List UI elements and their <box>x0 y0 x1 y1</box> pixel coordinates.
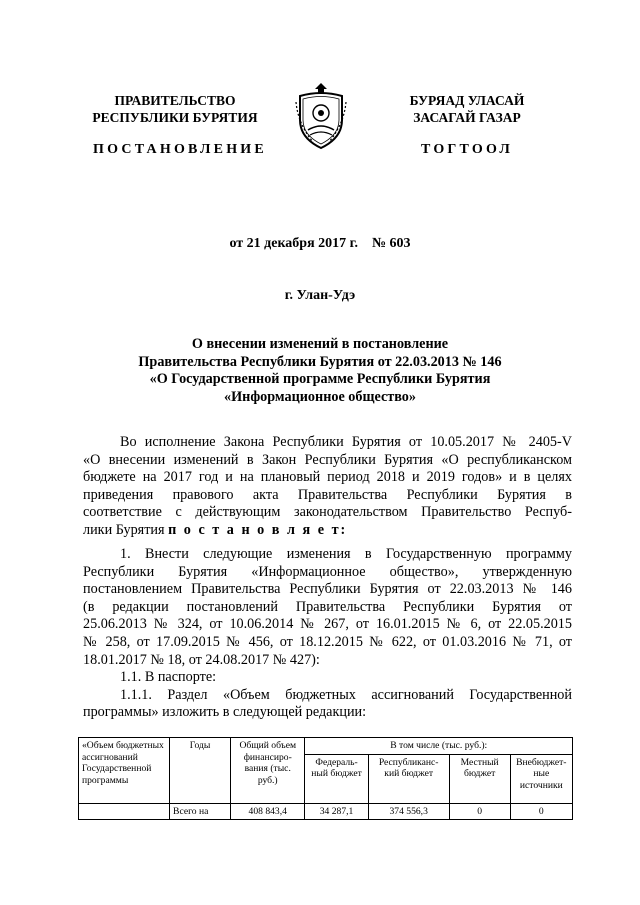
government-name-bua-line2: ЗАСАГАЙ ГАЗАР <box>413 110 521 125</box>
table-cell-local: 0 <box>449 803 510 820</box>
preamble-line: Во исполнение Закона Республики Бурятия от 10.05.2017 № 2405-V <box>120 434 572 450</box>
decree-title <box>0 336 640 406</box>
table-cell-year: Всего на <box>170 803 231 820</box>
item1-sub11-line2: программы» изложить в следующей редакции: <box>83 704 367 721</box>
preamble-line: бюджете на 2017 год и на плановый период 2018 и 2019 годов» и в целях <box>83 469 572 486</box>
table-cell-federal: 34 287,1 <box>305 803 368 820</box>
title-line: Правительства Республики Бурятия от 22.03.2013 № 146 <box>138 353 502 370</box>
header-cell-years: Годы <box>170 738 231 804</box>
table-cell-republic: 374 556,3 <box>368 803 449 820</box>
header-cell-allocations: «Объем бюджетных ассигнований Государственной программы <box>79 738 170 804</box>
preamble-last-text: лики Бурятия <box>83 521 169 538</box>
decree-city: г. Улан-Удэ <box>284 288 356 303</box>
government-name-bua <box>372 92 562 126</box>
header-cell-republic: Республиканс-кий бюджет <box>368 754 449 803</box>
item1-sub11-line1: 1.1.1. Раздел «Объем бюджетных ассигнований Государственной <box>120 686 572 703</box>
item1-line: 1. Внести следующие изменения в Государственную программу <box>120 546 572 562</box>
item1-line: постановлением Правительства Республики Бурятия от 22.03.2013 № 146 <box>83 581 572 598</box>
header-cell-local: Местный бюджет <box>449 754 510 803</box>
table-cell-total: 408 843,4 <box>231 803 305 820</box>
item1-line: № 258, от 17.09.2015 № 456, от 18.12.2015 № 622, от 01.03.2016 № 71, от <box>83 633 572 650</box>
table-header-row <box>79 738 573 755</box>
decree-word: п о с т а н о в л я е т: <box>168 521 348 538</box>
title-line: О внесении изменений в постановление <box>191 336 449 352</box>
header-cell-extra: Внебюджет-ные источники <box>510 754 572 803</box>
header-cell-federal: Федераль-ный бюджет <box>305 754 368 803</box>
item1-line: 25.06.2013 № 324, от 10.06.2014 № 267, от 16.01.2015 № 6, от 22.05.2015 <box>83 616 572 633</box>
preamble-line <box>83 522 572 540</box>
table-cell-empty <box>79 803 170 820</box>
header-cell-group: В том числе (тыс. руб.): <box>305 738 573 755</box>
preamble-line: «О внесении изменений в Закон Республики Бурятия «О республиканском <box>83 451 572 468</box>
doc-type-ru: ПОСТАНОВЛЕНИЕ <box>93 142 267 157</box>
title-line: «О Государственной программе Республики Бурятия <box>149 371 491 387</box>
preamble-paragraph <box>83 434 572 540</box>
item1-line: Республики Бурятия «Информационное общество», утвержденную <box>83 563 572 580</box>
preamble-line: соответствие с действующим законодательством Правительство Респуб- <box>83 504 572 521</box>
item1-paragraph <box>83 546 572 722</box>
government-name-ru-line1: ПРАВИТЕЛЬСТВО <box>114 93 236 108</box>
government-name-bua-line1: БУРЯАД УЛАСАЙ <box>409 93 525 108</box>
government-name-ru <box>80 92 270 126</box>
preamble-line: приведения правового акта Правительства Республики Бурятия в <box>83 486 572 503</box>
doc-type-bua: ТОГТООЛ <box>420 142 514 157</box>
item1-line: 18.01.2017 № 18, от 24.08.2017 № 427): <box>83 651 320 668</box>
table-row <box>79 803 573 820</box>
coat-of-arms-emblem <box>293 80 349 152</box>
title-line: «Информационное общество» <box>224 388 416 405</box>
header-cell-total: Общий объем финансиро-вания (тыс. руб.) <box>231 738 305 804</box>
decree-date-number: от 21 декабря 2017 г. № 603 <box>229 236 411 251</box>
budget-table <box>78 737 573 820</box>
table-cell-extra: 0 <box>510 803 572 820</box>
item1-line: (в редакции постановлений Правительства Республики Бурятия от <box>83 598 572 615</box>
item1-sub1: 1.1. В паспорте: <box>120 669 217 686</box>
government-name-ru-line2: РЕСПУБЛИКИ БУРЯТИЯ <box>92 110 258 125</box>
